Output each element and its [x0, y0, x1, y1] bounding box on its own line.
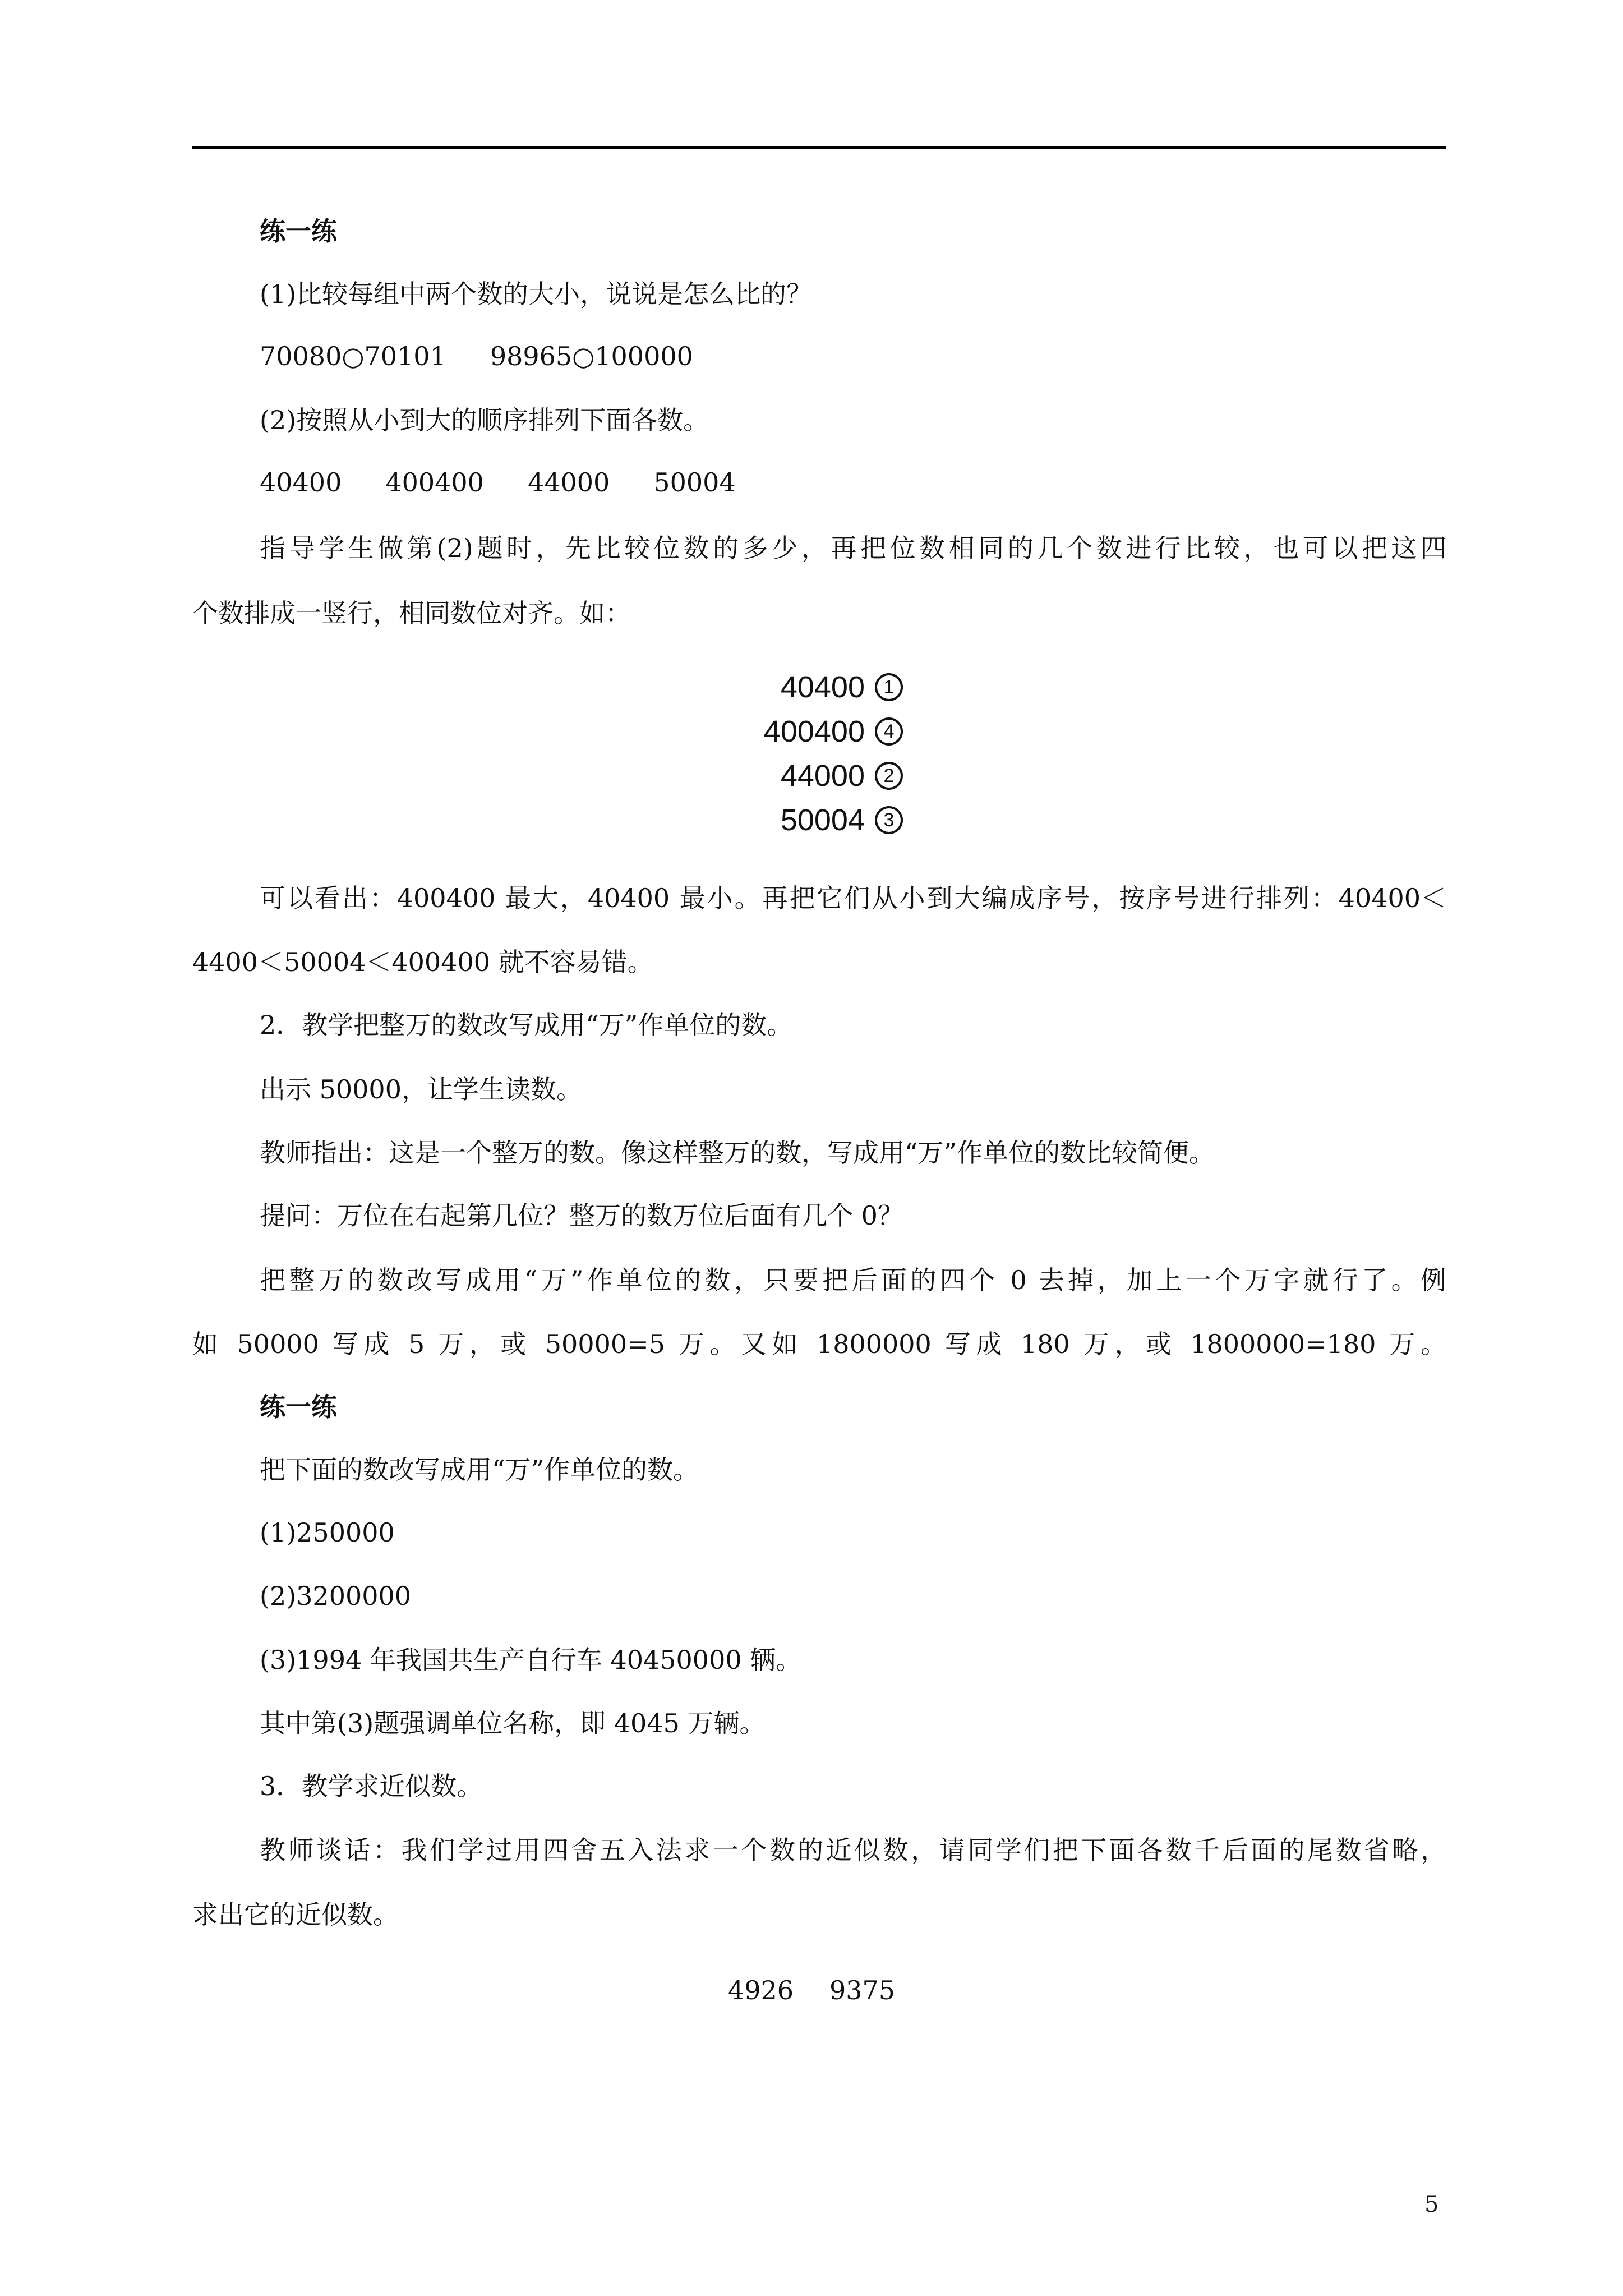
- aligned-number-row: [701, 709, 903, 753]
- practice1-heading: 练一练: [260, 216, 337, 246]
- approximation-number: 9375: [829, 1975, 896, 2005]
- aligned-number-row: [701, 798, 903, 842]
- practice2-item: (2)3200000: [260, 1581, 412, 1611]
- rank-circle-icon: 2: [875, 762, 903, 790]
- section3-title: 3．教学求近似数。: [260, 1771, 483, 1801]
- aligned-number-row: [701, 753, 903, 798]
- section3-talk-line2: 求出它的近似数。: [192, 1899, 399, 1930]
- aligned-number-row: [701, 665, 903, 709]
- aligned-numbers-figure: [701, 665, 903, 842]
- section2-teacher: 教师指出：这是一个整万的数。像这样整万的数，写成用“万”作单位的数比较简便。: [260, 1138, 1215, 1168]
- section2-explain-line1: 把整万的数改写成用“万”作单位的数，只要把后面的四个 0 去掉，加上一个万字就行了。例: [260, 1265, 1446, 1295]
- section2-explain-line2: 如 50000 写成 5 万，或 50000=5 万。又如 1800000 写成 180 万，或 1800000=180 万。: [192, 1329, 1446, 1359]
- practice2-note: 其中第(3)题强调单位名称，即 4045 万辆。: [260, 1708, 766, 1738]
- compare-row: [260, 339, 693, 373]
- approximation-numbers: [0, 1973, 1623, 2007]
- aligned-number-value: 44000: [780, 758, 865, 793]
- compare-b: 98965○100000: [490, 341, 693, 371]
- practice2-instruction: 把下面的数改写成用“万”作单位的数。: [260, 1455, 699, 1485]
- approximation-number: 4926: [727, 1975, 794, 2005]
- compare-a: 70080○70101: [260, 341, 446, 371]
- page-number: 5: [1424, 2192, 1439, 2217]
- rank-circle-icon: 3: [875, 806, 903, 834]
- number-item: 50004: [653, 467, 736, 498]
- aligned-number-value: 50004: [780, 803, 865, 837]
- practice2-item: (3)1994 年我国共生产自行车 40450000 辆。: [260, 1645, 802, 1675]
- header-rule: [192, 146, 1446, 149]
- section2-title: 2．教学把整万的数改写成用“万”作单位的数。: [260, 1010, 793, 1040]
- conclusion-line1: 可以看出：400400 最大，40400 最小。再把它们从小到大编成序号，按序号进行排列：40400＜: [260, 883, 1446, 913]
- number-item: 44000: [527, 467, 610, 498]
- number-item: 400400: [385, 467, 484, 498]
- section2-question: 提问：万位在右起第几位？整万的数万位后面有几个 0？: [260, 1200, 903, 1231]
- conclusion-line2: 4400＜50004＜400400 就不容易错。: [192, 947, 653, 977]
- practice2-heading: 练一练: [260, 1392, 337, 1422]
- section3-talk-line1: 教师谈话：我们学过用四舍五入法求一个数的近似数，请同学们把下面各数千后面的尾数省略，: [260, 1835, 1446, 1865]
- practice1-question1: (1)比较每组中两个数的大小，说说是怎么比的？: [260, 279, 813, 309]
- practice2-item: (1)250000: [260, 1517, 395, 1548]
- guide-paragraph-line2: 个数排成一竖行，相同数位对齐。如：: [192, 598, 631, 628]
- guide-paragraph-line1: 指导学生做第(2)题时，先比较位数的多少，再把位数相同的几个数进行比较，也可以把这四: [260, 533, 1446, 563]
- section2-show: 出示 50000，让学生读数。: [260, 1074, 582, 1105]
- aligned-number-value: 40400: [780, 670, 865, 704]
- number-item: 40400: [260, 467, 342, 498]
- aligned-number-value: 400400: [763, 714, 865, 748]
- rank-circle-icon: 4: [875, 717, 903, 746]
- practice1-question2: (2)按照从小到大的顺序排列下面各数。: [260, 405, 709, 435]
- number-list: [260, 466, 736, 499]
- rank-circle-icon: 1: [875, 673, 903, 701]
